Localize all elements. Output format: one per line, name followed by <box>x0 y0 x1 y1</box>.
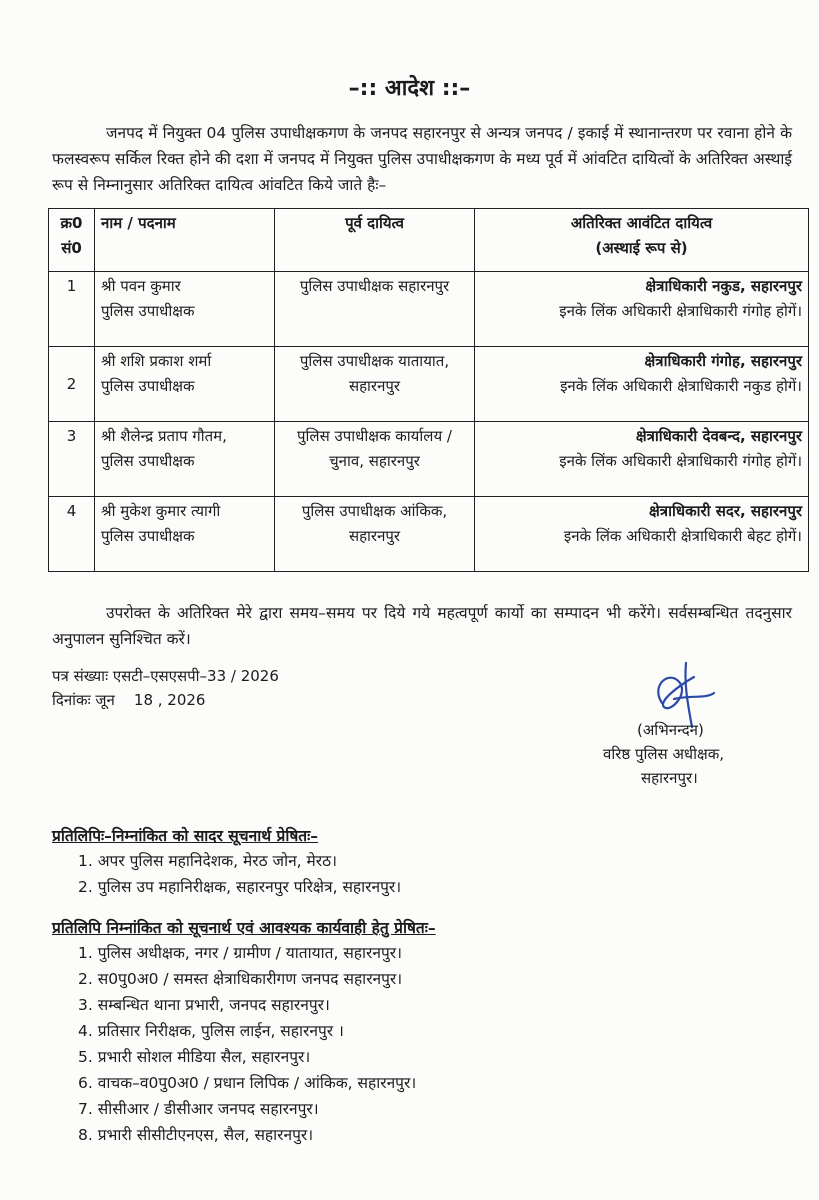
officer-name: श्री मुकेश कुमार त्यागी <box>101 502 221 520</box>
table-header-row <box>49 209 809 272</box>
letter-date: दिनांकः जून 18 , 2026 <box>52 691 206 709</box>
additional-duty-cell <box>475 347 809 422</box>
cc-heading-action: प्रतिलिपि निम्नांकित को सूचनार्थ एवं आवश्यक कार्यवाही हेतु प्रेषितः– <box>52 919 436 937</box>
list-item: 4. प्रतिसार निरीक्षक, पुलिस लाईन, सहारनपुर । <box>78 1022 344 1040</box>
table-row <box>49 497 809 572</box>
additional-duty-cell <box>475 272 809 347</box>
header-additional-line1: अतिरिक्त आवंटित दायित्व <box>570 214 713 232</box>
link-officer: इनके लिंक अधिकारी क्षेत्राधिकारी बेहट होगें। <box>563 527 802 545</box>
cc-heading-information: प्रतिलिपिः–निम्नांकित को सादर सूचनार्थ प्रेषितः– <box>52 827 319 845</box>
previous-duty: पुलिस उपाधीक्षक आंकिक, सहारनपुर <box>275 497 475 572</box>
document-title: –:: आदेश ::– <box>348 76 471 101</box>
list-item: 6. वाचक–व0पु0अ0 / प्रधान लिपिक / आंकिक, सहारनपुर। <box>78 1074 417 1092</box>
cc-list-action <box>78 940 416 1148</box>
table-row <box>49 422 809 497</box>
officer-name: श्री पवन कुमार <box>101 277 181 295</box>
list-item: 2. स0पु0अ0 / समस्त क्षेत्राधिकारीगण जनपद सहारनपुर। <box>78 970 403 988</box>
link-officer: इनके लिंक अधिकारी क्षेत्राधिकारी गंगोह होगें। <box>559 452 802 470</box>
previous-duty: पुलिस उपाधीक्षक सहारनपुर <box>275 272 475 347</box>
letter-reference <box>52 664 279 712</box>
header-serial <box>49 209 95 272</box>
row-serial: 3 <box>49 422 95 497</box>
list-item: 5. प्रभारी सोशल मीडिया सैल, सहारनपुर। <box>78 1048 311 1066</box>
additional-duty: क्षेत्राधिकारी देवबन्द, सहारनपुर <box>635 427 802 445</box>
officer-name: श्री शैलेन्द्र प्रताप गौतम, <box>101 427 227 445</box>
header-serial-line1: क्र0 <box>60 214 83 232</box>
row-serial: 2 <box>49 347 95 422</box>
header-additional-line2: (अस्थाई रूप से) <box>595 239 688 257</box>
link-officer: इनके लिंक अधिकारी क्षेत्राधिकारी नकुड होगें। <box>560 377 802 395</box>
header-serial-line2: सं0 <box>61 239 82 257</box>
cc-list-information <box>78 848 401 900</box>
link-officer: इनके लिंक अधिकारी क्षेत्राधिकारी गंगोह होगें। <box>559 302 802 320</box>
officer-designation: पुलिस उपाधीक्षक <box>101 527 195 545</box>
additional-duty-cell <box>475 497 809 572</box>
additional-duty: क्षेत्राधिकारी नकुड, सहारनपुर <box>645 277 802 295</box>
additional-duty: क्षेत्राधिकारी सदर, सहारनपुर <box>649 502 802 520</box>
previous-duty: पुलिस उपाधीक्षक यातायात, सहारनपुर <box>275 347 475 422</box>
letter-number: पत्र संख्याः एसटी–एसएसपी–33 / 2026 <box>52 667 279 685</box>
row-name-cell <box>95 497 275 572</box>
header-additional-duty <box>475 209 809 272</box>
list-item: 3. सम्बन्धित थाना प्रभारी, जनपद सहारनपुर। <box>78 996 330 1014</box>
list-item: 7. सीसीआर / डीसीआर जनपद सहारनपुर। <box>78 1100 319 1118</box>
header-previous-duty: पूर्व दायित्व <box>275 209 475 272</box>
signatory-name: (अभिनन्दन) <box>637 721 704 739</box>
row-serial: 1 <box>49 272 95 347</box>
additional-duty: क्षेत्राधिकारी गंगोह, सहारनपुर <box>644 352 802 370</box>
row-name-cell <box>95 272 275 347</box>
intro-paragraph <box>52 120 792 198</box>
closing-text: उपरोक्त के अतिरिक्त मेरे द्वारा समय–समय पर दिये गये महत्वपूर्ण कार्यो का सम्पादन भी करेंगे। सर्वसम्बन्धित तदनुसार अनुपालन सुनिश्चित करें। <box>52 604 792 648</box>
officer-name: श्री शशि प्रकाश शर्मा <box>101 352 212 370</box>
table-row <box>49 347 809 422</box>
row-name-cell <box>95 422 275 497</box>
list-item: 1. अपर पुलिस महानिदेशक, मेरठ जोन, मेरठ। <box>78 852 338 870</box>
assignment-table <box>48 208 809 572</box>
signature-block <box>575 718 795 790</box>
header-name: नाम / पदनाम <box>95 209 275 272</box>
officer-designation: पुलिस उपाधीक्षक <box>101 377 195 395</box>
list-item: 1. पुलिस अधीक्षक, नगर / ग्रामीण / यातायात, सहारनपुर। <box>78 944 403 962</box>
additional-duty-cell <box>475 422 809 497</box>
previous-duty: पुलिस उपाधीक्षक कार्यालय / चुनाव, सहारनपुर <box>275 422 475 497</box>
closing-paragraph <box>52 600 792 652</box>
row-name-cell <box>95 347 275 422</box>
list-item: 2. पुलिस उप महानिरीक्षक, सहारनपुर परिक्षेत्र, सहारनपुर। <box>78 878 402 896</box>
officer-designation: पुलिस उपाधीक्षक <box>101 302 195 320</box>
intro-text: जनपद में नियुक्त 04 पुलिस उपाधीक्षकगण के जनपद सहारनपुर से अन्यत्र जनपद / इकाई में स्थानान्तरण पर रवाना होने के फलस्वरूप सर्किल रिक्त होने की दशा में जनपद में नियुक्त पुलिस उपाधीक्षकगण के मध्य पूर्व में आंवटित दायित्वों के अतिरिक्त अस्थाई रूप से निम्नानुसार अतिरिक्त दायित्व आंवटित किये जाते हैः– <box>52 124 792 194</box>
signatory-designation: वरिष्ठ पुलिस अधीक्षक, <box>603 745 725 763</box>
row-serial: 4 <box>49 497 95 572</box>
signatory-place: सहारनपुर। <box>641 769 698 787</box>
officer-designation: पुलिस उपाधीक्षक <box>101 452 195 470</box>
list-item: 8. प्रभारी सीसीटीएनएस, सैल, सहारनपुर। <box>78 1126 314 1144</box>
table-row <box>49 272 809 347</box>
